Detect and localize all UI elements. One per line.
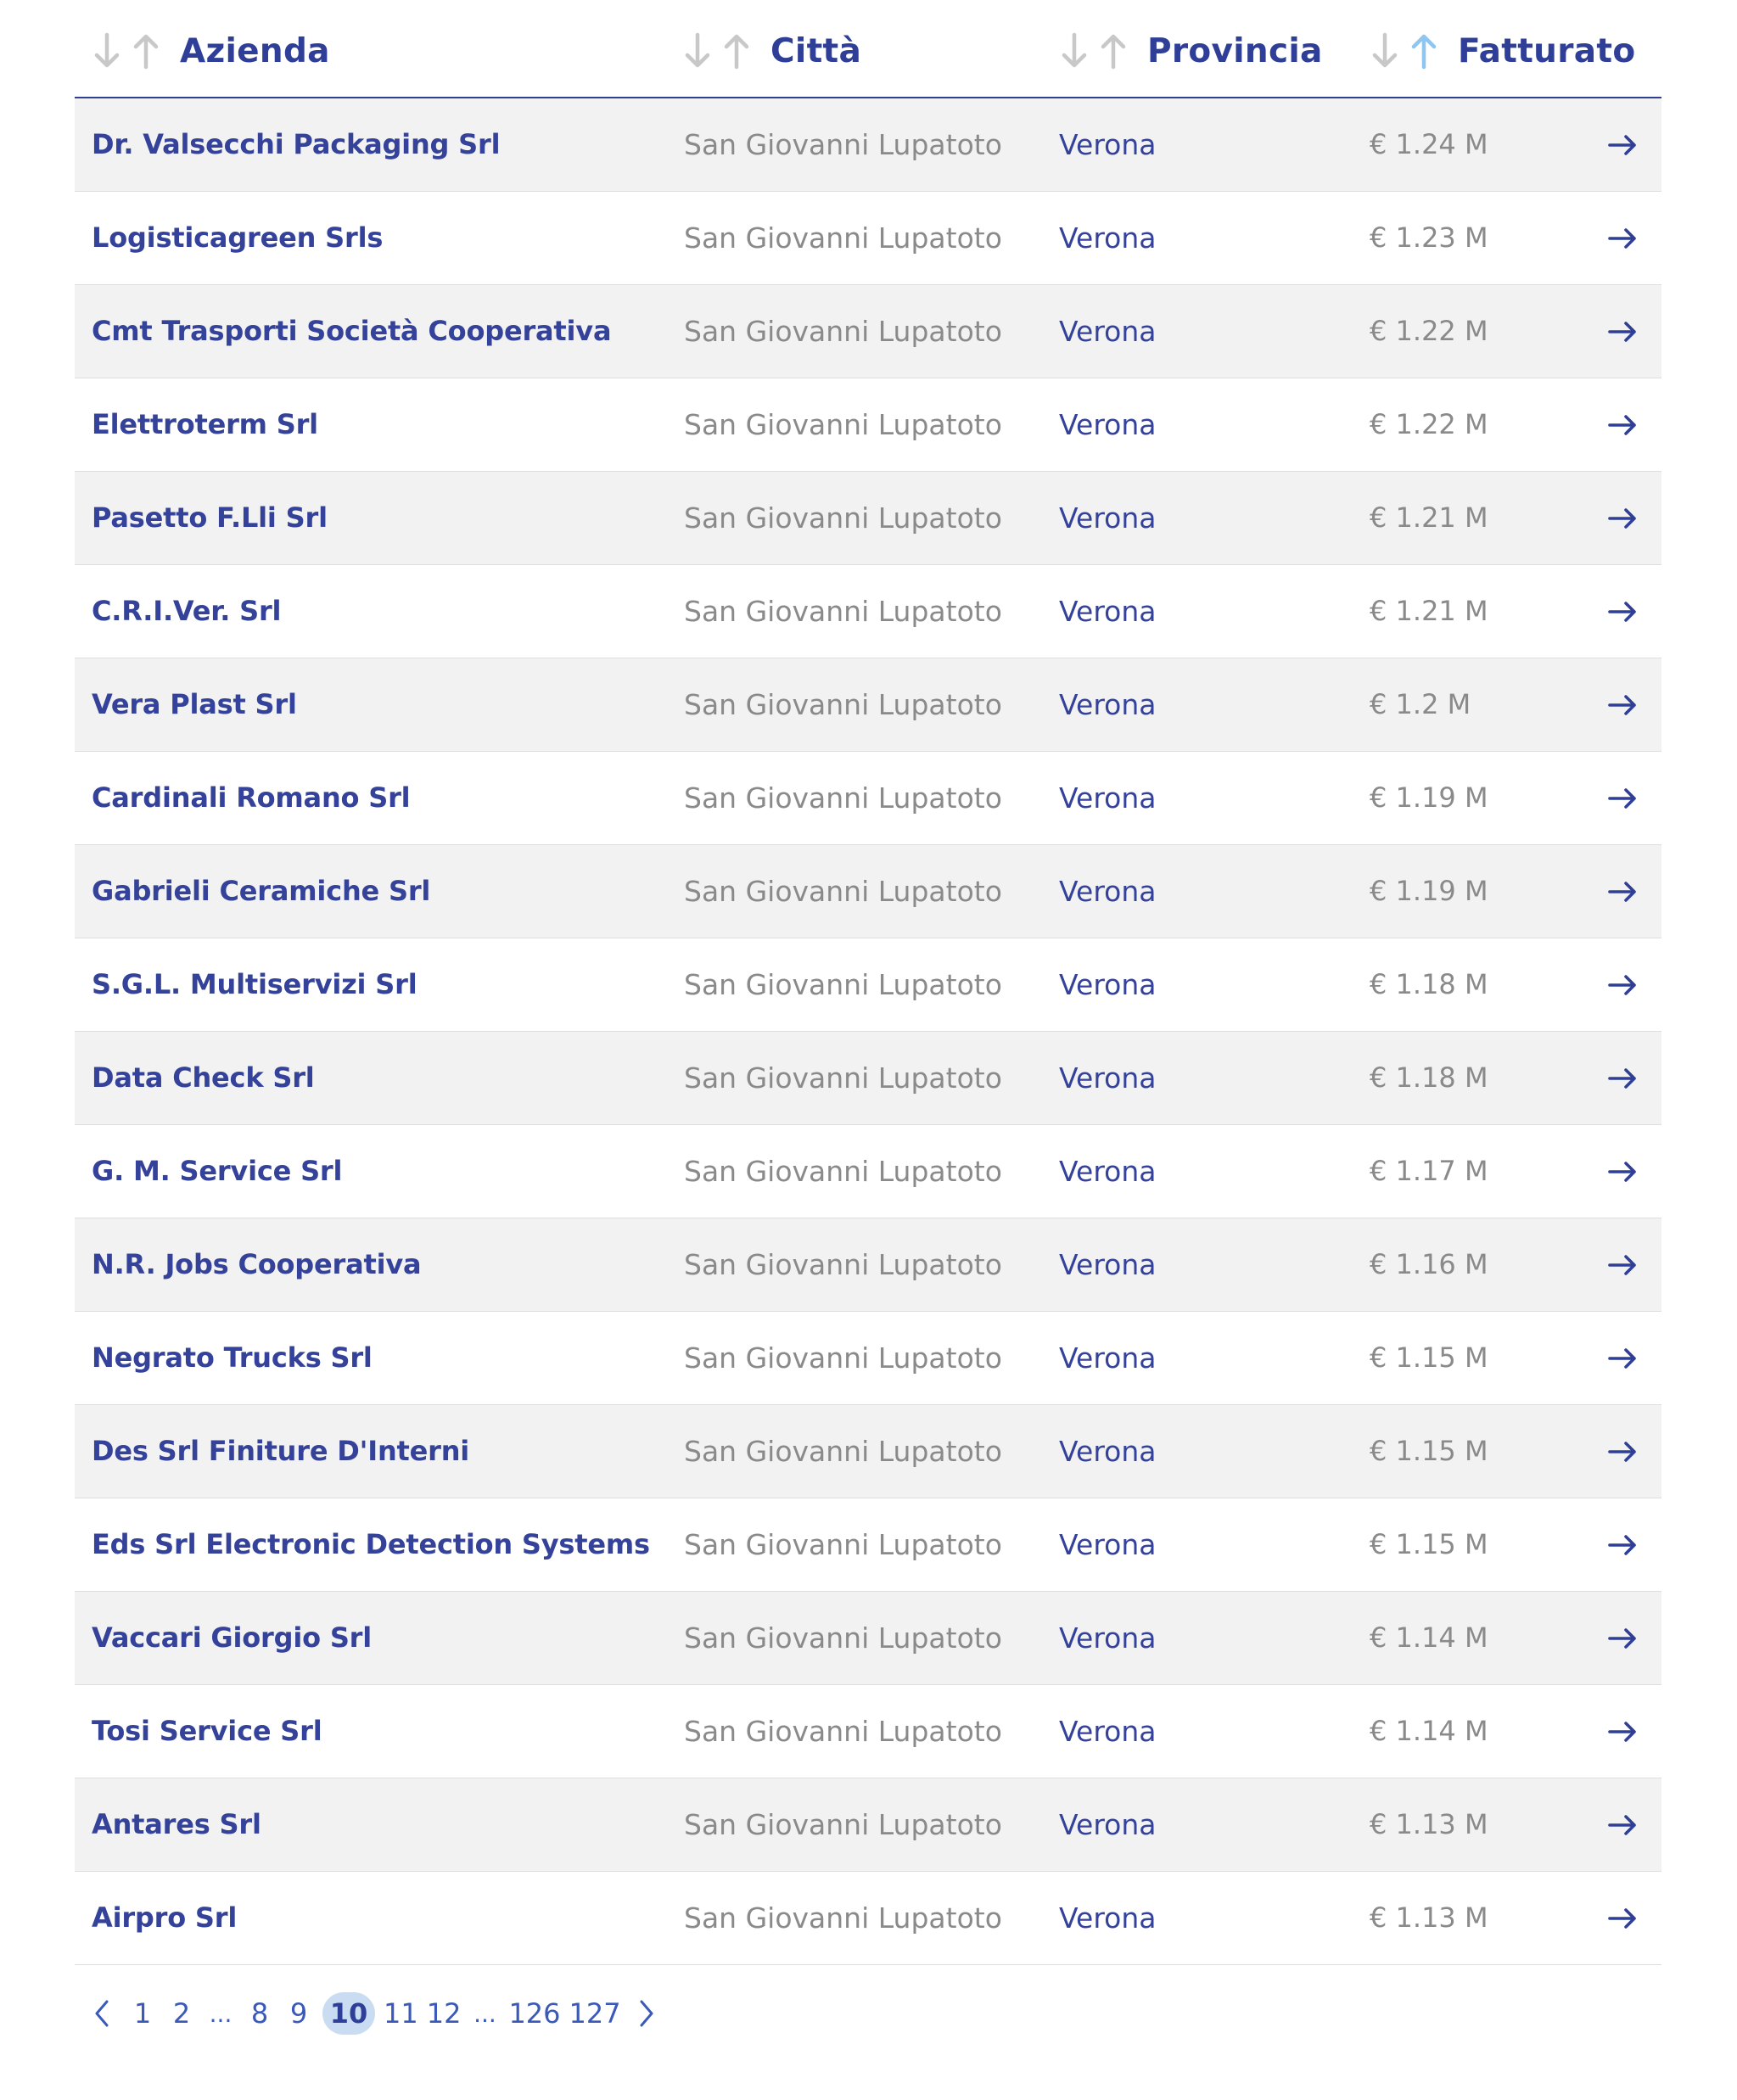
page-list [127, 1992, 630, 2035]
company-name-link[interactable]: Pasetto F.Lli Srl [92, 501, 328, 534]
arrow-right-icon [1607, 1720, 1638, 1744]
table-row[interactable] [75, 938, 1661, 1032]
city-cell: San Giovanni Lupatoto [684, 1061, 1002, 1095]
company-name-link[interactable]: Gabrieli Ceramiche Srl [92, 875, 431, 907]
revenue-cell: € 1.18 M [1370, 1061, 1488, 1094]
row-details-button[interactable] [1607, 378, 1638, 471]
table-row[interactable] [75, 1218, 1661, 1312]
table-row[interactable] [75, 1685, 1661, 1778]
page-link[interactable]: 11 [384, 1997, 418, 2030]
company-name-link[interactable]: Dr. Valsecchi Packaging Srl [92, 128, 501, 160]
company-name-link[interactable]: N.R. Jobs Cooperativa [92, 1248, 422, 1280]
revenue-cell: € 1.2 M [1370, 688, 1471, 720]
arrow-right-icon [1607, 1533, 1638, 1557]
city-cell: San Giovanni Lupatoto [684, 501, 1002, 535]
row-details-button[interactable] [1607, 1312, 1638, 1404]
company-name-link[interactable]: Cmt Trasporti Società Cooperativa [92, 315, 612, 347]
sort-toggle-fatturato[interactable] [1370, 31, 1439, 70]
revenue-cell: € 1.14 M [1370, 1621, 1488, 1654]
page-link-current[interactable]: 10 [322, 1992, 375, 2035]
sort-up-arrow-icon[interactable] [721, 31, 752, 70]
province-cell: Verona [1059, 781, 1157, 815]
table-row[interactable] [75, 1032, 1661, 1125]
table-row[interactable] [75, 1312, 1661, 1405]
column-label-fatturato: Fatturato [1458, 31, 1636, 70]
revenue-cell: € 1.15 M [1370, 1341, 1488, 1374]
arrow-right-icon [1607, 1813, 1638, 1837]
city-cell: San Giovanni Lupatoto [684, 221, 1002, 255]
revenue-cell: € 1.23 M [1370, 221, 1488, 254]
province-cell: Verona [1059, 595, 1157, 628]
arrow-right-icon [1607, 787, 1638, 810]
row-details-button[interactable] [1607, 1592, 1638, 1684]
prev-page-button[interactable] [85, 1992, 119, 2035]
table-row[interactable] [75, 285, 1661, 378]
province-cell: Verona [1059, 315, 1157, 348]
row-details-button[interactable] [1607, 658, 1638, 751]
revenue-cell: € 1.22 M [1370, 315, 1488, 347]
revenue-cell: € 1.19 M [1370, 781, 1488, 814]
page-link[interactable]: 1 [133, 1997, 152, 2030]
province-cell: Verona [1059, 1715, 1157, 1748]
city-cell: San Giovanni Lupatoto [684, 1248, 1002, 1281]
province-cell: Verona [1059, 1435, 1157, 1468]
revenue-cell: € 1.16 M [1370, 1248, 1488, 1280]
company-name-link[interactable]: C.R.I.Ver. Srl [92, 595, 282, 627]
table-row[interactable] [75, 565, 1661, 658]
company-name-link[interactable]: Tosi Service Srl [92, 1715, 322, 1747]
sort-up-arrow-icon[interactable] [1098, 31, 1129, 70]
sort-toggle-provincia[interactable] [1059, 31, 1129, 70]
arrow-right-icon [1607, 507, 1638, 530]
company-name-link[interactable]: Vaccari Giorgio Srl [92, 1621, 373, 1654]
arrow-right-icon [1607, 133, 1638, 157]
arrow-right-icon [1607, 693, 1638, 717]
revenue-cell: € 1.18 M [1370, 968, 1488, 1000]
revenue-cell: € 1.14 M [1370, 1715, 1488, 1747]
chevron-left-icon [92, 1999, 111, 2028]
city-cell: San Giovanni Lupatoto [684, 1808, 1002, 1841]
table-row[interactable] [75, 1592, 1661, 1685]
row-details-button[interactable] [1607, 1405, 1638, 1498]
pagination [85, 1990, 672, 2037]
arrow-right-icon [1607, 1907, 1638, 1930]
company-name-link[interactable]: Negrato Trucks Srl [92, 1341, 373, 1374]
row-details-button[interactable] [1607, 1032, 1638, 1124]
province-cell: Verona [1059, 968, 1157, 1001]
city-cell: San Giovanni Lupatoto [684, 1528, 1002, 1561]
arrow-right-icon [1607, 1347, 1638, 1370]
province-cell: Verona [1059, 1155, 1157, 1188]
revenue-cell: € 1.24 M [1370, 128, 1488, 160]
row-details-button[interactable] [1607, 285, 1638, 378]
arrow-right-icon [1607, 1253, 1638, 1277]
table-row[interactable] [75, 98, 1661, 192]
province-cell: Verona [1059, 1248, 1157, 1281]
revenue-cell: € 1.13 M [1370, 1901, 1488, 1934]
sort-up-arrow-icon[interactable] [131, 31, 161, 70]
arrow-right-icon [1607, 227, 1638, 250]
table-row[interactable] [75, 1405, 1661, 1498]
company-name-link[interactable]: Antares Srl [92, 1808, 261, 1840]
city-cell: San Giovanni Lupatoto [684, 688, 1002, 721]
province-cell: Verona [1059, 1061, 1157, 1095]
province-cell: Verona [1059, 408, 1157, 441]
column-label-azienda: Azienda [180, 31, 330, 70]
revenue-cell: € 1.21 M [1370, 501, 1488, 534]
province-cell: Verona [1059, 221, 1157, 255]
table-row[interactable] [75, 1872, 1661, 1965]
pagination-ellipsis: ... [473, 1999, 496, 2028]
column-header-citta[interactable] [682, 25, 861, 76]
column-label-citta: Città [770, 31, 862, 70]
province-cell: Verona [1059, 688, 1157, 721]
table-row[interactable] [75, 752, 1661, 845]
revenue-cell: € 1.15 M [1370, 1435, 1488, 1467]
arrow-right-icon [1607, 1627, 1638, 1650]
table-row[interactable] [75, 658, 1661, 752]
city-cell: San Giovanni Lupatoto [684, 1621, 1002, 1655]
next-page-button[interactable] [630, 1992, 664, 2035]
company-name-link[interactable]: Data Check Srl [92, 1061, 315, 1094]
province-cell: Verona [1059, 1808, 1157, 1841]
revenue-cell: € 1.21 M [1370, 595, 1488, 627]
arrow-right-icon [1607, 1067, 1638, 1090]
arrow-right-icon [1607, 600, 1638, 624]
row-details-button[interactable] [1607, 752, 1638, 844]
revenue-cell: € 1.19 M [1370, 875, 1488, 907]
row-details-button[interactable] [1607, 1872, 1638, 1964]
city-cell: San Giovanni Lupatoto [684, 1715, 1002, 1748]
table-row[interactable] [75, 472, 1661, 565]
page-link[interactable]: 12 [426, 1997, 462, 2030]
province-cell: Verona [1059, 1901, 1157, 1935]
table-body [75, 98, 1661, 1965]
table-row[interactable] [75, 1778, 1661, 1872]
province-cell: Verona [1059, 501, 1157, 535]
province-cell: Verona [1059, 128, 1157, 161]
table-row[interactable] [75, 192, 1661, 285]
company-name-link[interactable]: Cardinali Romano Srl [92, 781, 411, 814]
sort-down-arrow-icon[interactable] [682, 31, 713, 70]
page-link[interactable]: 127 [569, 1997, 621, 2030]
company-name-link[interactable]: Des Srl Finiture D'Interni [92, 1435, 470, 1467]
revenue-cell: € 1.17 M [1370, 1155, 1488, 1187]
province-cell: Verona [1059, 875, 1157, 908]
row-details-button[interactable] [1607, 845, 1638, 938]
table-row[interactable] [75, 1498, 1661, 1592]
row-details-button[interactable] [1607, 1125, 1638, 1218]
province-cell: Verona [1059, 1341, 1157, 1375]
city-cell: San Giovanni Lupatoto [684, 595, 1002, 628]
sort-down-arrow-icon[interactable] [1059, 31, 1090, 70]
sort-down-arrow-icon[interactable] [1370, 31, 1400, 70]
arrow-right-icon [1607, 1160, 1638, 1184]
table-row[interactable] [75, 378, 1661, 472]
row-details-button[interactable] [1607, 192, 1638, 284]
pagination-ellipsis: ... [209, 1999, 233, 2028]
arrow-right-icon [1607, 413, 1638, 437]
city-cell: San Giovanni Lupatoto [684, 875, 1002, 908]
page-link[interactable]: 9 [289, 1997, 308, 2030]
city-cell: San Giovanni Lupatoto [684, 128, 1002, 161]
sort-toggle-citta[interactable] [682, 31, 752, 70]
arrow-right-icon [1607, 1440, 1638, 1464]
sort-down-arrow-icon[interactable] [92, 31, 122, 70]
sort-toggle-azienda[interactable] [92, 31, 161, 70]
row-details-button[interactable] [1607, 1498, 1638, 1591]
arrow-right-icon [1607, 973, 1638, 997]
row-details-button[interactable] [1607, 938, 1638, 1031]
revenue-cell: € 1.15 M [1370, 1528, 1488, 1560]
company-name-link[interactable]: Elettroterm Srl [92, 408, 318, 440]
company-name-link[interactable]: Airpro Srl [92, 1901, 238, 1934]
company-name-link[interactable]: Logisticagreen Srls [92, 221, 384, 254]
column-label-provincia: Provincia [1147, 31, 1323, 70]
company-name-link[interactable]: Eds Srl Electronic Detection Systems [92, 1528, 650, 1560]
row-details-button[interactable] [1607, 565, 1638, 658]
table-row[interactable] [75, 1125, 1661, 1218]
table-header [75, 0, 1661, 98]
revenue-cell: € 1.22 M [1370, 408, 1488, 440]
table-row[interactable] [75, 845, 1661, 938]
companies-table [75, 0, 1661, 1965]
page-link[interactable]: 126 [508, 1997, 561, 2030]
page-link[interactable]: 2 [172, 1997, 191, 2030]
sort-up-arrow-icon-active[interactable] [1409, 31, 1439, 70]
revenue-cell: € 1.13 M [1370, 1808, 1488, 1840]
column-header-fatturato[interactable] [1370, 25, 1635, 76]
row-details-button[interactable] [1607, 1218, 1638, 1311]
city-cell: San Giovanni Lupatoto [684, 781, 1002, 815]
company-name-link[interactable]: G. M. Service Srl [92, 1155, 343, 1187]
city-cell: San Giovanni Lupatoto [684, 1435, 1002, 1468]
page-link[interactable]: 8 [250, 1997, 269, 2030]
city-cell: San Giovanni Lupatoto [684, 968, 1002, 1001]
company-name-link[interactable]: S.G.L. Multiservizi Srl [92, 968, 417, 1000]
row-details-button[interactable] [1607, 1778, 1638, 1871]
city-cell: San Giovanni Lupatoto [684, 1341, 1002, 1375]
row-details-button[interactable] [1607, 98, 1638, 191]
arrow-right-icon [1607, 320, 1638, 344]
city-cell: San Giovanni Lupatoto [684, 1901, 1002, 1935]
arrow-right-icon [1607, 880, 1638, 904]
column-header-azienda[interactable] [92, 25, 330, 76]
company-name-link[interactable]: Vera Plast Srl [92, 688, 297, 720]
province-cell: Verona [1059, 1621, 1157, 1655]
row-details-button[interactable] [1607, 1685, 1638, 1778]
province-cell: Verona [1059, 1528, 1157, 1561]
city-cell: San Giovanni Lupatoto [684, 408, 1002, 441]
city-cell: San Giovanni Lupatoto [684, 315, 1002, 348]
row-details-button[interactable] [1607, 472, 1638, 564]
city-cell: San Giovanni Lupatoto [684, 1155, 1002, 1188]
column-header-provincia[interactable] [1059, 25, 1323, 76]
chevron-right-icon [637, 1999, 656, 2028]
